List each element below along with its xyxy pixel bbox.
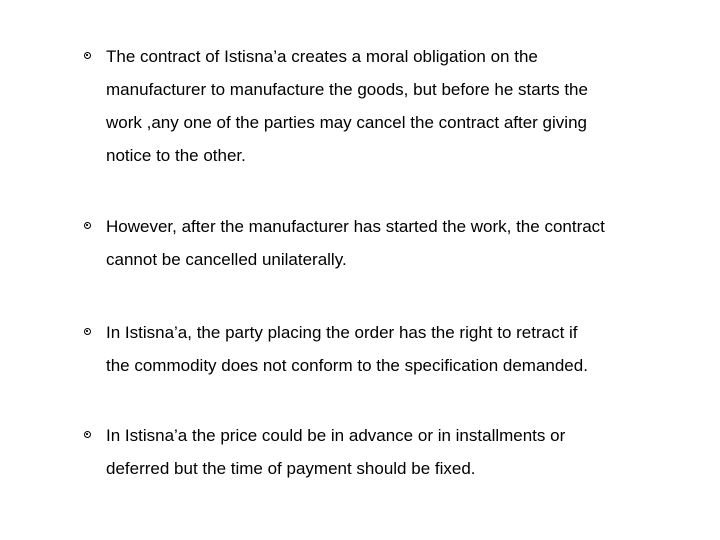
bullet-line: work ,any one of the parties may cancel the contract after giving [106,113,587,132]
bullet-icon [84,52,91,59]
bullet-line: cannot be cancelled unilaterally. [106,250,347,269]
bullet-item [84,316,664,382]
bullet-icon [84,431,91,438]
bullet-item [84,419,664,485]
bullet-line: The contract of Istisna’a creates a moral obligation on the [106,47,538,66]
bullet-text [106,40,664,172]
bullet-icon [84,328,91,335]
bullet-line: However, after the manufacturer has started the work, the contract [106,217,605,236]
bullet-line: the commodity does not conform to the specification demanded. [106,356,588,375]
bullet-item [84,210,664,276]
bullet-icon [84,222,91,229]
bullet-text [106,419,664,485]
bullet-text [106,210,664,276]
bullet-line: deferred but the time of payment should be fixed. [106,459,476,478]
bullet-item [84,40,664,172]
bullet-text [106,316,664,382]
bullet-line: In Istisna’a the price could be in advance or in installments or [106,426,566,445]
bullet-line: In Istisna’a, the party placing the order has the right to retract if [106,323,578,342]
bullet-line: manufacturer to manufacture the goods, but before he starts the [106,80,588,99]
bullet-line: notice to the other. [106,146,246,165]
